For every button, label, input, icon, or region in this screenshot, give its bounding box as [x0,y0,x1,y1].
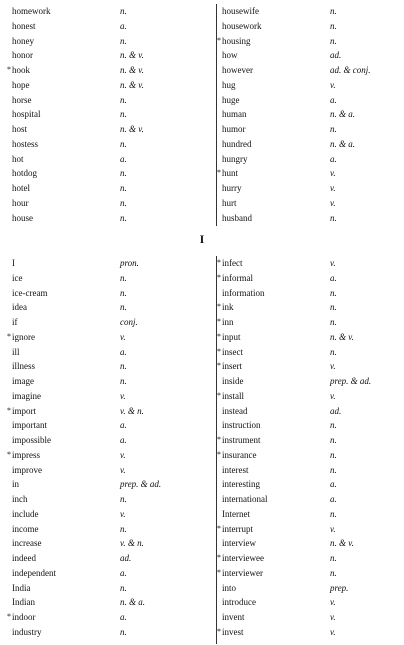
vocab-word: income [12,523,39,534]
vocab-word: hurry [222,183,242,193]
vocab-row [0,359,200,374]
vocab-word [217,389,244,404]
vocab-word: include [12,508,39,519]
vocab-row [0,625,200,640]
part-of-speech: v. [330,523,336,534]
vocab-word-text: impress [12,449,40,460]
part-of-speech: ad. [330,50,342,61]
vocab-word-text: interviewer [222,567,263,578]
part-of-speech: n. & v. [120,124,144,134]
part-of-speech: prep. & ad. [120,479,162,490]
vocab-row [0,196,200,211]
vocab-word [7,448,40,463]
part-of-speech: a. [120,346,127,357]
star-marker-icon: * [217,302,221,312]
vocab-word: India [12,582,31,593]
vocab-row [0,551,200,566]
vocab-row [204,448,404,463]
vocab-word-text: hunt [222,168,239,179]
part-of-speech: v. [330,183,336,193]
part-of-speech: a. [330,494,337,504]
vocab-row [0,48,200,63]
vocab-row [0,300,200,315]
vocab-row [0,78,200,93]
vocab-word: improve [12,464,42,475]
part-of-speech: v. [330,390,336,401]
vocab-word: Internet [222,508,250,519]
star-marker-icon: * [217,435,221,444]
section-letter-heading: I [199,232,205,246]
vocab-row [204,625,404,640]
star-marker-icon: * [217,346,221,356]
part-of-speech: n. [120,183,127,193]
vocab-word: important [12,420,47,431]
vocab-row [0,181,200,196]
vocab-row [0,374,200,389]
star-marker-icon: * [217,567,221,577]
part-of-speech: n. [120,6,127,16]
vocab-row [0,595,200,610]
vocab-row [204,107,404,122]
vocab-row [0,286,200,301]
section-h-right-column [204,4,404,225]
vocab-word: husband [222,212,252,223]
star-marker-icon: * [7,331,11,341]
part-of-speech: n. [120,94,127,105]
section-i-left-column [0,256,200,640]
vocab-word: homework [12,6,51,16]
part-of-speech: a. [120,153,127,164]
vocab-word [217,330,241,345]
vocab-word: how [222,50,238,61]
star-marker-icon: * [7,405,11,415]
vocab-word: hotel [12,183,30,193]
part-of-speech: n. [330,302,337,313]
part-of-speech: pron. [120,258,139,268]
vocab-row [204,78,404,93]
vocab-row [204,4,404,19]
vocab-row [204,196,404,211]
part-of-speech: n. [330,20,337,31]
vocab-row [204,551,404,566]
star-marker-icon: * [217,553,221,562]
vocab-word: imagine [12,390,41,401]
part-of-speech: n. & v. [120,79,144,90]
part-of-speech: a. [330,94,337,105]
part-of-speech: n. [330,567,337,578]
vocab-word: ill [12,346,20,357]
vocab-word [7,404,36,419]
vocab-row [204,536,404,551]
part-of-speech: n. [120,523,127,534]
vocab-row [0,522,200,537]
vocab-word [217,345,243,360]
vocab-row [204,404,404,419]
vocab-word: independent [12,567,56,578]
vocab-row [204,137,404,152]
vocab-word: honor [12,50,33,61]
vocab-row [204,122,404,137]
section-i-block [0,256,404,644]
vocab-row [204,315,404,330]
part-of-speech: n. [120,109,127,120]
vocab-word: hurt [222,197,237,208]
part-of-speech: n. [120,35,127,46]
vocab-word: illness [12,361,36,372]
part-of-speech: prep. & ad. [330,376,372,386]
part-of-speech: n. [330,212,337,223]
vocab-row [204,359,404,374]
vocab-row [0,463,200,478]
vocab-word: I [12,258,15,268]
vocab-row [0,566,200,581]
vocab-row [0,536,200,551]
part-of-speech: n. [330,346,337,357]
part-of-speech: n. [330,464,337,475]
part-of-speech: prep. [330,582,349,593]
vocab-row [0,448,200,463]
vocab-word: instead [222,405,248,416]
part-of-speech: n. [120,168,127,179]
vocab-word: honey [12,35,34,46]
vocab-row [204,418,404,433]
vocab-word [7,63,30,78]
vocab-row [204,93,404,108]
vocab-word [217,271,253,286]
vocab-row [204,492,404,507]
vocab-row [204,166,404,181]
vocab-row [0,389,200,404]
vocab-word: idea [12,302,27,313]
vocab-word: invent [222,612,245,622]
vocab-row [0,63,200,78]
part-of-speech: v. [120,464,126,475]
vocab-row [0,4,200,19]
vocab-row [204,256,404,271]
vocab-word: interest [222,464,249,475]
part-of-speech: a. [120,567,127,578]
vocab-row [0,507,200,522]
vocab-row [0,477,200,492]
vocab-word: humor [222,124,246,134]
vocab-word: image [12,376,34,386]
vocab-word: ice-cream [12,287,48,298]
section-h-block [0,4,404,226]
vocab-word-text: informal [222,272,253,283]
vocab-row [204,610,404,625]
vocab-row [0,19,200,34]
part-of-speech: n. [120,494,127,504]
vocab-word: hostess [12,138,39,149]
star-marker-icon: * [217,449,221,459]
star-marker-icon: * [217,361,221,371]
vocab-row [0,34,200,49]
vocab-row [204,463,404,478]
vocab-row [0,330,200,345]
vocab-word: however [222,65,253,75]
part-of-speech: n. & v. [120,50,144,61]
vocab-word [217,166,239,181]
vocab-word: hope [12,79,30,90]
vocab-word: in [12,479,20,490]
vocab-word: Indian [12,597,35,608]
part-of-speech: v. [330,168,336,179]
vocab-word: horse [12,94,32,105]
star-marker-icon: * [217,258,221,267]
vocab-word: if [12,317,18,327]
vocab-word-text: insurance [222,449,257,460]
vocab-row [204,507,404,522]
vocab-row [0,256,200,271]
vocab-word-text: interviewee [222,553,264,563]
part-of-speech: n. [120,582,127,593]
section-h-left-column [0,4,200,225]
vocab-row [0,345,200,360]
vocab-word: hungry [222,153,248,164]
vocab-row [0,93,200,108]
vocab-row [0,107,200,122]
part-of-speech: n. [330,6,337,16]
vocab-row [0,166,200,181]
part-of-speech: v. [330,79,336,90]
vocab-word [217,256,243,271]
part-of-speech: a. [330,272,337,283]
vocab-word [217,433,261,448]
vocab-word: inside [222,376,244,386]
part-of-speech: v. [330,197,336,208]
vocab-row [0,137,200,152]
part-of-speech: n. [330,553,337,563]
section-i-right-column [204,256,404,640]
vocab-row [204,374,404,389]
vocab-word-text: insect [222,346,243,357]
vocab-row [204,477,404,492]
vocab-row [0,271,200,286]
part-of-speech: n. [330,420,337,431]
vocab-word: human [222,109,247,120]
star-marker-icon: * [7,449,11,459]
vocab-row [0,581,200,596]
vocab-row [204,330,404,345]
part-of-speech: n. [330,508,337,519]
vocab-row [0,152,200,167]
vocab-word-text: hook [12,65,30,75]
vocab-row [204,63,404,78]
part-of-speech: v. & n. [120,405,144,416]
part-of-speech: n. & v. [330,331,354,342]
part-of-speech: n. [330,124,337,134]
vocab-word: international [222,494,268,504]
part-of-speech: a. [330,479,337,490]
vocab-row [204,566,404,581]
vocab-word-text: ignore [12,331,35,342]
vocab-word: hug [222,79,236,90]
vocab-row [204,595,404,610]
vocab-word [217,566,263,581]
vocab-word-text: insert [222,361,242,372]
vocab-row [0,418,200,433]
part-of-speech: n. [120,361,127,372]
part-of-speech: n. [120,212,127,223]
part-of-speech: a. [330,153,337,164]
part-of-speech: a. [120,420,127,431]
vocab-word: instruction [222,420,261,431]
vocab-word: introduce [222,597,256,608]
vocab-word [217,300,234,315]
part-of-speech: conj. [120,317,138,327]
vocab-row [0,404,200,419]
vocab-word-text: invest [222,626,244,637]
part-of-speech: ad. & conj. [330,65,371,75]
vocab-row [204,271,404,286]
part-of-speech: n. [120,287,127,298]
vocab-word [7,330,35,345]
vocab-word: information [222,287,265,298]
vocab-word: inch [12,494,28,504]
vocab-word-text: input [222,331,241,342]
part-of-speech: n. [330,435,337,445]
vocab-row [204,211,404,226]
star-marker-icon: * [217,331,221,341]
vocab-word: housework [222,20,262,31]
vocab-word: hospital [12,109,41,120]
part-of-speech: v. [120,390,126,401]
vocab-row [0,610,200,625]
vocab-row [204,345,404,360]
vocab-word-text: ink [222,302,234,313]
vocab-word-text: instrument [222,435,261,445]
vocab-word-text: infect [222,258,243,268]
vocab-word: hour [12,197,29,208]
part-of-speech: a. [120,435,127,445]
star-marker-icon: * [7,65,11,74]
vocab-row [204,522,404,537]
part-of-speech: v. [330,258,336,268]
vocab-word: huge [222,94,240,105]
part-of-speech: n. [330,317,337,327]
vocab-row [204,34,404,49]
vocab-row [204,48,404,63]
part-of-speech: n. & a. [330,109,356,120]
part-of-speech: n. [120,626,127,637]
vocab-word: house [12,212,33,223]
part-of-speech: n. [330,35,337,46]
vocab-word-text: inn [222,317,234,327]
vocab-row [204,181,404,196]
part-of-speech: n. & a. [120,597,146,608]
vocab-word [217,448,257,463]
star-marker-icon: * [217,272,221,282]
part-of-speech: n. [120,302,127,313]
vocab-row [0,122,200,137]
vocab-word [7,610,36,625]
star-marker-icon: * [217,317,221,326]
part-of-speech: n. [120,376,127,386]
part-of-speech: n. [120,272,127,283]
part-of-speech: a. [120,20,127,31]
vocab-row [0,492,200,507]
vocab-row [0,433,200,448]
part-of-speech: v. [330,361,336,372]
part-of-speech: n. [120,197,127,208]
vocab-row [204,433,404,448]
vocab-word [217,315,234,330]
part-of-speech: n. & a. [330,138,356,149]
star-marker-icon: * [7,612,11,621]
vocab-word-text: install [222,390,244,401]
part-of-speech: v. [120,331,126,342]
vocab-word: impossible [12,435,52,445]
star-marker-icon: * [217,35,221,45]
vocab-word: industry [12,626,42,637]
vocab-word: housewife [222,6,259,16]
vocab-word: hotdog [12,168,38,179]
vocab-word [217,522,253,537]
vocab-word: interesting [222,479,260,490]
part-of-speech: n. [330,287,337,298]
vocab-word-text: interrupt [222,523,253,534]
part-of-speech: v. [330,597,336,608]
vocab-row [204,581,404,596]
vocab-row [204,286,404,301]
star-marker-icon: * [217,523,221,533]
part-of-speech: n. [120,138,127,149]
vocab-word-text: housing [222,35,251,46]
vocab-word [217,34,251,49]
star-marker-icon: * [217,168,221,178]
vocab-word-text: indoor [12,612,36,622]
vocab-word: into [222,582,237,593]
part-of-speech: v. [330,626,336,637]
part-of-speech: n. & v. [330,538,354,549]
vocab-word: indeed [12,553,36,563]
part-of-speech: a. [120,612,127,622]
vocab-row [204,19,404,34]
vocab-row [0,315,200,330]
vocab-word [217,625,244,640]
vocab-word [217,551,264,566]
vocab-row [204,152,404,167]
part-of-speech: v. [330,612,336,622]
star-marker-icon: * [217,626,221,636]
vocab-word [217,359,242,374]
part-of-speech: v. & n. [120,538,144,549]
vocab-row [204,389,404,404]
vocab-word: interview [222,538,256,549]
part-of-speech: v. [120,449,126,460]
vocab-word: honest [12,20,36,31]
vocab-row [0,211,200,226]
vocab-word-text: import [12,405,36,416]
vocab-row [204,300,404,315]
vocab-word: ice [12,272,23,283]
vocab-word: increase [12,538,42,549]
part-of-speech: ad. [120,553,132,563]
part-of-speech: ad. [330,405,342,416]
part-of-speech: n. [330,449,337,460]
vocab-word: host [12,124,28,134]
part-of-speech: n. & v. [120,65,144,75]
part-of-speech: v. [120,508,126,519]
vocab-word: hundred [222,138,252,149]
vocab-word: hot [12,153,24,164]
star-marker-icon: * [217,390,221,400]
